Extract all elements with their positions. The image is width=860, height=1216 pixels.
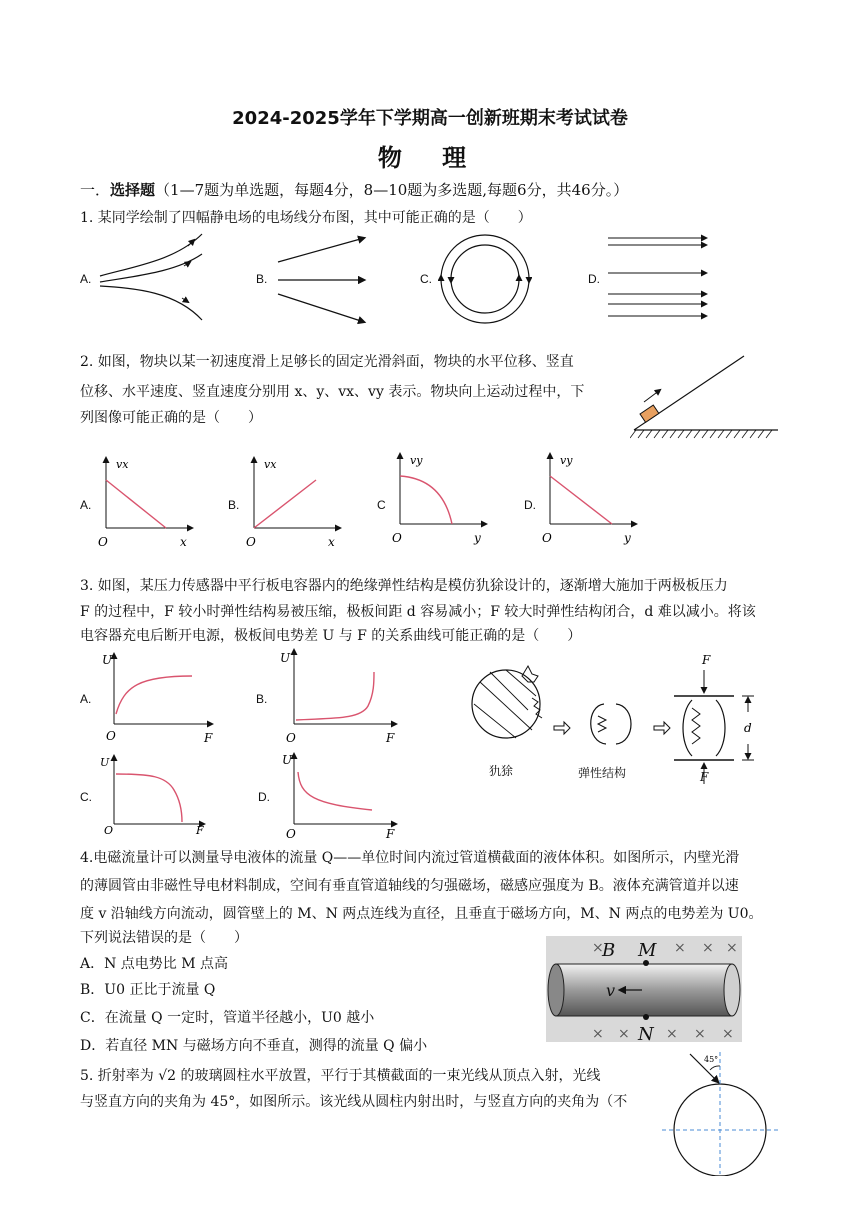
q5-line-1: 5. 折射率为 √2 的玻璃圆柱水平放置，平行于其横截面的一束光线从顶点入射，光线 bbox=[80, 1068, 601, 1084]
q3-fig-force-bottom: F bbox=[700, 770, 709, 784]
q3-line-3: 电容器充电后断开电源，极板间电势差 U 与 F 的关系曲线可能正确的是（ ） bbox=[80, 628, 582, 644]
svg-text:×: × bbox=[666, 1026, 678, 1042]
q3-option-c: C. bbox=[80, 790, 92, 804]
q3b-origin: O bbox=[286, 731, 296, 745]
q5-angle-label: 45° bbox=[704, 1055, 719, 1064]
q3c-xlabel: F bbox=[196, 824, 204, 837]
q1-figure-b bbox=[274, 232, 370, 328]
q1-option-b: B. bbox=[256, 272, 268, 286]
svg-text:×: × bbox=[726, 940, 738, 956]
q3-graph-d bbox=[280, 750, 402, 840]
q3-line-1: 3. 如图，某压力传感器中平行板电容器内的绝缘弹性结构是模仿犰狳设计的，逐渐增大施加于两极板压力 bbox=[80, 578, 728, 594]
q2-graph-d bbox=[540, 452, 640, 548]
q3-fig-structure-label: 弹性结构 bbox=[578, 766, 627, 780]
q1-option-a: A. bbox=[80, 272, 92, 286]
q5-line-2: 与竖直方向的夹角为 45°，如图所示。该光线从圆柱内射出时，与竖直方向的夹角为（不 bbox=[80, 1094, 628, 1110]
q2c-origin: O bbox=[392, 531, 402, 545]
q2a-origin: O bbox=[98, 535, 108, 549]
svg-text:×: × bbox=[592, 940, 604, 956]
q3d-ylabel: U bbox=[282, 753, 293, 767]
q2-graph-a bbox=[96, 456, 196, 552]
q2-option-b: B. bbox=[228, 498, 240, 512]
section-desc: （1—7题为单选题，每题4分，8—10题为多选题,每题6分，共46分。） bbox=[155, 181, 629, 199]
q4-line-4: 下列说法错误的是（ ） bbox=[80, 930, 248, 946]
svg-text:×: × bbox=[674, 940, 686, 956]
q3-line-2: F 的过程中，F 较小时弹性结构易被压缩，极板间距 d 容易减小；F 较大时弹性结构闭合，d 难以减小。将该 bbox=[80, 604, 756, 620]
svg-text:×: × bbox=[694, 1026, 706, 1042]
svg-text:×: × bbox=[618, 1026, 630, 1042]
q1-option-c: C. bbox=[420, 272, 432, 286]
subject-title: 物 理 bbox=[377, 143, 483, 172]
q3-fig-force-top: F bbox=[702, 653, 711, 667]
q3-graph-a bbox=[100, 650, 218, 746]
q2-graph-c bbox=[390, 452, 490, 548]
section-header bbox=[80, 176, 628, 204]
q2d-ylabel: vy bbox=[560, 454, 573, 467]
q1-option-d: D. bbox=[588, 272, 600, 286]
q4-line-3: 度 v 沿轴线方向流动，圆管壁上的 M、N 两点连线为直径，且垂直于磁场方向，M、N 两点的电势差为 U0。 bbox=[80, 906, 763, 922]
q5-cylinder-figure bbox=[660, 1050, 784, 1176]
q2-line-3: 列图像可能正确的是（ ） bbox=[80, 410, 262, 426]
q1-stem: 1. 某同学绘制了四幅静电场的电场线分布图，其中可能正确的是（ ） bbox=[80, 210, 532, 226]
q3-graph-c bbox=[100, 754, 210, 838]
q3b-ylabel: U bbox=[280, 651, 291, 665]
q3a-origin: O bbox=[106, 729, 116, 743]
q4-option-d: D．若直径 MN 与磁场方向不垂直，测得的流量 Q 偏小 bbox=[80, 1038, 428, 1054]
q4-line-2: 的薄圆管由非磁性导电材料制成，空间有垂直管道轴线的匀强磁场，磁感应强度为 B。液体充满管道并以速 bbox=[80, 878, 739, 894]
q1-figure-d bbox=[606, 232, 710, 326]
q2b-ylabel: vx bbox=[264, 458, 277, 471]
q3a-xlabel: F bbox=[204, 731, 213, 745]
q3d-origin: O bbox=[286, 827, 296, 840]
svg-text:×: × bbox=[592, 1026, 604, 1042]
q2-line-2: 位移、水平速度、竖直速度分别用 x、y、vx、vy 表示。物块向上运动过程中，下 bbox=[80, 384, 585, 400]
q4-option-a: A．N 点电势比 M 点高 bbox=[80, 956, 229, 972]
section-prefix: 一． bbox=[80, 181, 111, 199]
q2-option-a: A. bbox=[80, 498, 92, 512]
q3-option-a: A. bbox=[80, 692, 92, 706]
q4-line-1: 4.电磁流量计可以测量导电液体的流量 Q——单位时间内流过管道横截面的液体体积。如图所示，内壁光滑 bbox=[80, 850, 740, 866]
q2-option-c: C bbox=[377, 498, 386, 512]
q2b-xlabel: x bbox=[328, 535, 335, 549]
q1-figure-c bbox=[438, 232, 532, 326]
q2b-origin: O bbox=[246, 535, 256, 549]
q3b-xlabel: F bbox=[386, 731, 395, 745]
svg-text:×: × bbox=[702, 940, 714, 956]
q4-fig-v: v bbox=[606, 981, 616, 1000]
q3c-ylabel: U bbox=[100, 756, 110, 769]
q2a-xlabel: x bbox=[180, 535, 187, 549]
q4-fig-M: M bbox=[638, 940, 657, 961]
q2c-xlabel: y bbox=[474, 531, 481, 545]
q1-figure-a bbox=[96, 232, 208, 324]
q2c-ylabel: vy bbox=[410, 454, 423, 467]
q3-graph-b bbox=[280, 646, 402, 746]
q3a-ylabel: U bbox=[102, 653, 113, 667]
q2a-ylabel: vx bbox=[116, 458, 129, 471]
q4-option-c: C．在流量 Q 一定时，管道半径越小，U0 越小 bbox=[80, 1010, 375, 1026]
q4-option-b: B．U0 正比于流量 Q bbox=[80, 982, 216, 998]
q2-graph-b bbox=[244, 456, 344, 552]
svg-text:×: × bbox=[722, 1026, 734, 1042]
q3-option-b: B. bbox=[256, 692, 268, 706]
q3-option-d: D. bbox=[258, 790, 270, 804]
q4-fig-B: B bbox=[602, 940, 616, 961]
q4-fig-N: N bbox=[638, 1024, 654, 1042]
q3-fig-gap: d bbox=[744, 721, 752, 735]
q2-option-d: D. bbox=[524, 498, 536, 512]
q2-incline-figure bbox=[630, 352, 780, 442]
exam-title: 2024-2025学年下学期高一创新班期末考试试卷 bbox=[232, 108, 628, 129]
q3d-xlabel: F bbox=[386, 827, 395, 840]
q2-line-1: 2. 如图，物块以某一初速度滑上足够长的固定光滑斜面，物块的水平位移、竖直 bbox=[80, 354, 574, 370]
q3-fig-armadillo-label: 犰狳 bbox=[489, 764, 514, 778]
q2d-origin: O bbox=[542, 531, 552, 545]
q3c-origin: O bbox=[104, 824, 114, 837]
section-name: 选择题 bbox=[110, 181, 156, 199]
q4-flowmeter-figure bbox=[546, 936, 742, 1042]
q2d-xlabel: y bbox=[624, 531, 631, 545]
